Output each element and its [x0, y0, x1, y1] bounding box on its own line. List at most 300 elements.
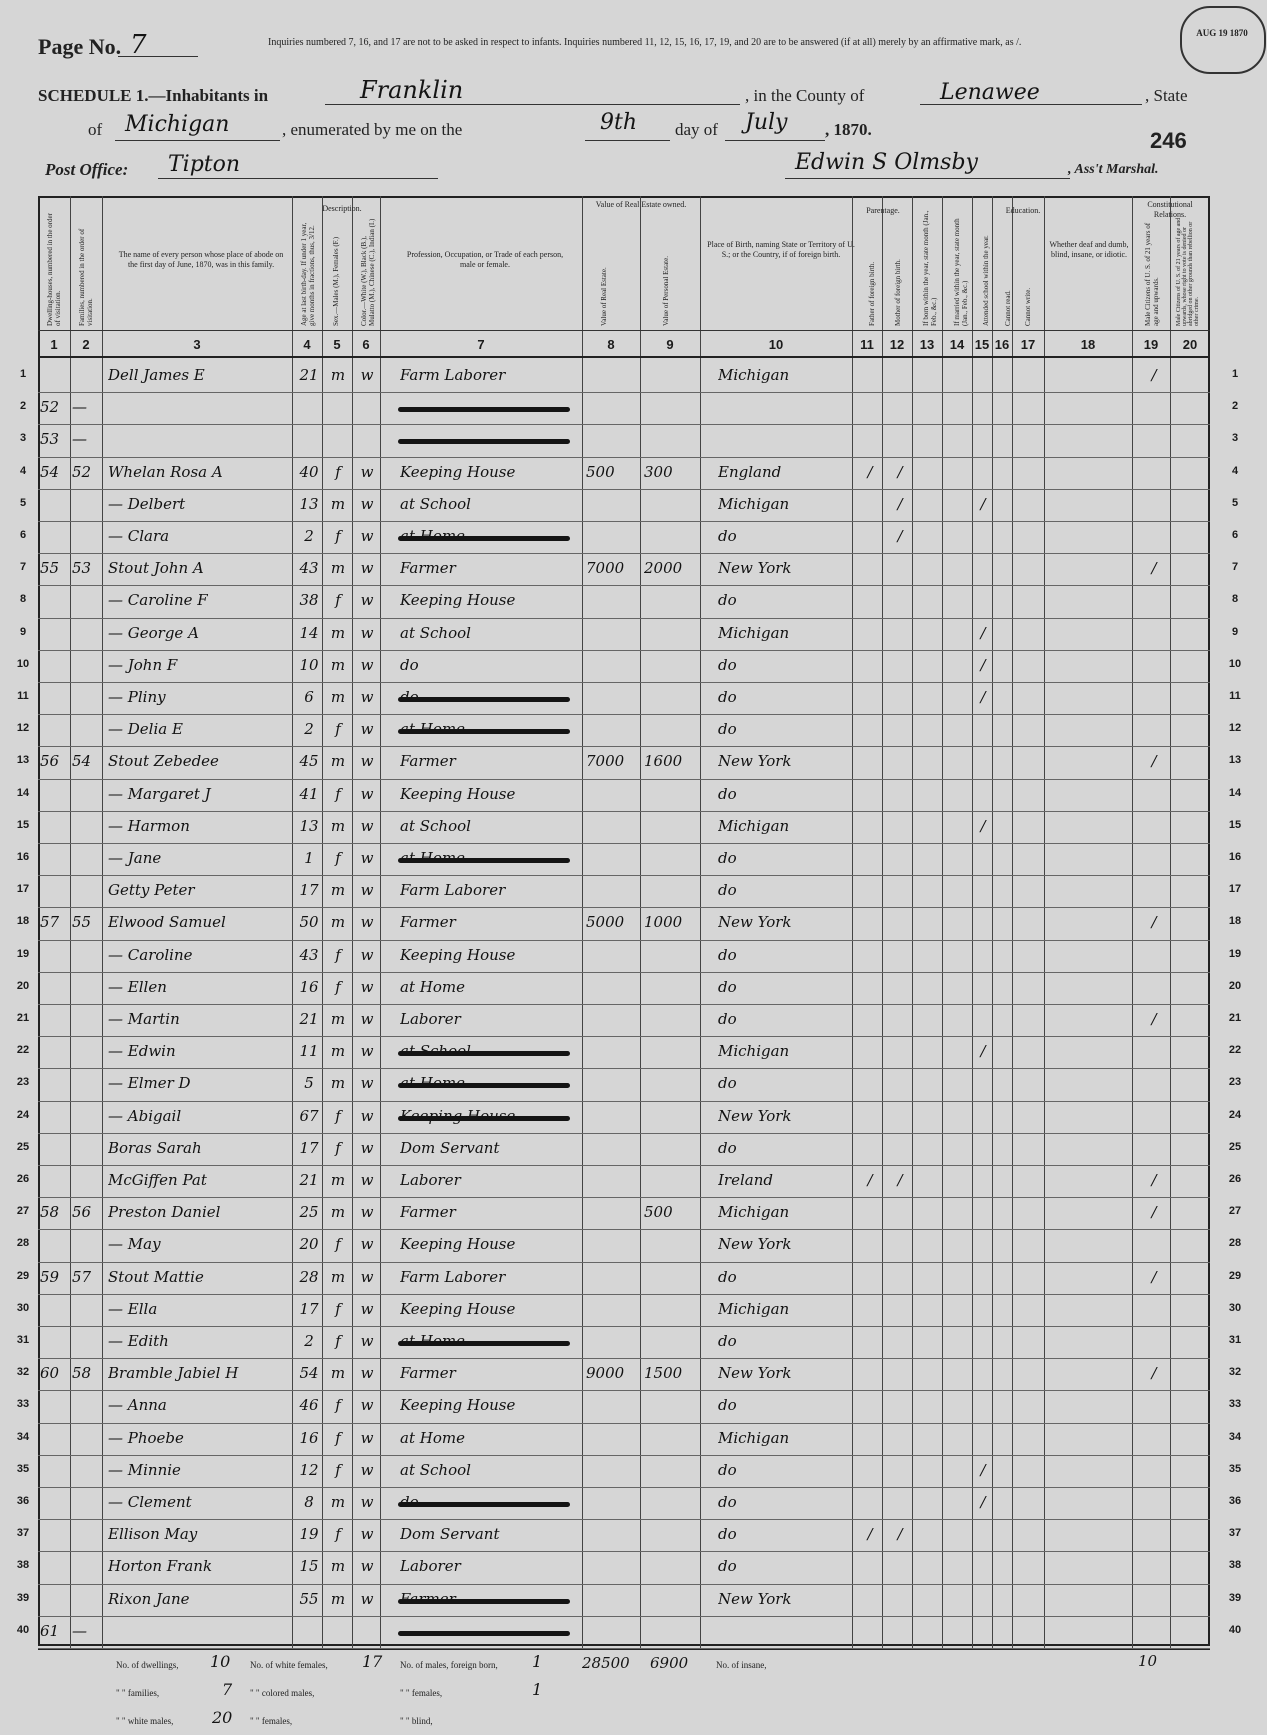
occupation-cell: Farmer [400, 1203, 456, 1222]
age-cell: 5 [304, 1074, 314, 1093]
column-number: 13 [919, 337, 935, 352]
sex-cell: m [330, 559, 346, 578]
row-number-right: 17 [1228, 883, 1242, 896]
foreign-females-label: " " females, [400, 1688, 443, 1698]
birthplace-cell: England [718, 462, 782, 481]
sex-cell: f [335, 1332, 341, 1350]
row-rule [38, 1229, 1210, 1230]
col4-header: Age at last birth-day. If under 1 year, give months in fractions, thus, 3/12. [300, 222, 316, 326]
name-cell: — Delia E [108, 720, 183, 739]
color-cell: w [360, 1428, 374, 1447]
name-cell: Dell James E [108, 366, 205, 384]
family-cell: 57 [72, 1267, 92, 1286]
personal-estate-cell: 500 [644, 1203, 673, 1222]
citizen-cell: / [1151, 1267, 1157, 1286]
name-cell: — Abigail [108, 1106, 182, 1125]
birthplace-cell: do [718, 784, 737, 803]
page-no-label: Page No. [38, 34, 122, 59]
schedule-label: SCHEDULE 1.—Inhabitants in [38, 86, 269, 105]
color-cell: w [360, 655, 374, 674]
birthplace-cell: Michigan [718, 494, 790, 513]
row-rule [38, 1262, 1210, 1263]
color-cell: w [360, 1332, 374, 1350]
strike-through-mark [398, 1502, 570, 1507]
column-rule [852, 196, 853, 1648]
occupation-cell: at School [400, 1460, 471, 1479]
name-cell: Boras Sarah [108, 1138, 202, 1157]
row-number-right: 15 [1228, 818, 1242, 831]
row-number-right: 8 [1231, 593, 1239, 606]
birthplace-cell: Michigan [718, 1042, 790, 1061]
age-cell: 2 [304, 527, 314, 545]
row-rule [38, 457, 1210, 458]
occupation-cell: at School [400, 494, 471, 513]
strike-through-mark [398, 1083, 570, 1088]
strike-through-mark [398, 697, 570, 702]
color-cell: w [360, 752, 374, 771]
column-number: 19 [1143, 337, 1159, 352]
school-cell: / [980, 1493, 986, 1511]
white-females-total: 17 [362, 1652, 383, 1671]
row-number-left: 25 [16, 1140, 30, 1153]
marshal-underline [785, 178, 1070, 179]
post-office-name: Tipton [168, 152, 241, 177]
strike-through-mark [398, 1116, 570, 1121]
occupation-cell: Farm Laborer [400, 881, 506, 900]
color-cell: w [360, 1106, 374, 1125]
name-cell: — George A [108, 623, 199, 642]
age-cell: 10 [299, 655, 319, 674]
dwelling-cell: 52 [40, 398, 60, 417]
occupation-cell: at Home [400, 977, 465, 996]
birthplace-cell: do [718, 1010, 737, 1028]
col12-header: Mother of foreign birth. [894, 259, 902, 326]
sex-cell: f [335, 945, 341, 964]
dwelling-cell: 58 [40, 1203, 60, 1222]
row-rule [38, 1036, 1210, 1037]
color-cell: w [360, 1074, 374, 1093]
name-cell: Stout Mattie [108, 1267, 204, 1286]
marshal-signature: Edwin S Olmsby [795, 150, 978, 175]
name-cell: — Clara [108, 527, 170, 545]
row-rule [38, 1648, 1210, 1649]
row-rule [38, 779, 1210, 780]
personal-estate-cell: 2000 [644, 559, 683, 578]
marshal-label: , Ass't Marshal. [1068, 162, 1159, 177]
real-estate-cell: 7000 [586, 559, 625, 578]
header-bottom-rule [38, 330, 1210, 331]
age-cell: 46 [299, 1396, 319, 1415]
row-number-right: 24 [1228, 1108, 1242, 1121]
birthplace-cell: New York [718, 752, 792, 771]
row-number-left: 16 [16, 851, 30, 863]
state-underline [115, 140, 280, 141]
row-number-right: 29 [1228, 1269, 1242, 1282]
row-number-left: 37 [16, 1527, 30, 1540]
row-rule [38, 1423, 1210, 1424]
row-rule [38, 746, 1210, 747]
citizen-cell: / [1151, 366, 1157, 384]
birthplace-cell: do [718, 1138, 737, 1157]
row-rule [38, 585, 1210, 586]
row-number-right: 3 [1231, 432, 1239, 445]
name-cell: Getty Peter [108, 881, 195, 900]
blind-label: " " blind, [400, 1716, 433, 1726]
birthplace-cell: do [718, 849, 737, 867]
occupation-cell: Farm Laborer [400, 1267, 506, 1286]
row-number-left: 19 [16, 947, 30, 960]
birthplace-cell: New York [718, 1589, 792, 1608]
sex-cell: m [330, 913, 346, 932]
dwelling-cell: 53 [40, 430, 60, 449]
occupation-cell: Keeping House [400, 1299, 516, 1318]
occupation-cell: Farm Laborer [400, 366, 506, 384]
enumeration-year: , 1870. [825, 120, 872, 139]
father-foreign-cell: / [867, 1171, 873, 1189]
occupation-cell: Keeping House [400, 1396, 516, 1415]
sex-cell: m [330, 494, 346, 513]
strike-through-mark [398, 1631, 570, 1636]
page-no-underline [118, 56, 198, 57]
township-name: Franklin [360, 76, 464, 104]
row-number-left: 28 [16, 1237, 30, 1250]
column-rule [640, 196, 641, 1648]
row-number-left: 31 [16, 1334, 30, 1346]
foreign-males-label: No. of males, foreign born, [400, 1660, 498, 1670]
color-cell: w [360, 1299, 374, 1318]
row-rule [38, 1358, 1210, 1359]
row-rule [38, 940, 1210, 941]
birthplace-cell: Michigan [718, 1428, 790, 1447]
age-cell: 55 [299, 1589, 319, 1608]
occupation-cell: Farmer [400, 913, 456, 932]
row-rule [38, 875, 1210, 876]
column-number: 17 [1020, 337, 1036, 352]
of-label: of [88, 120, 103, 139]
sex-cell: m [330, 1042, 346, 1061]
family-cell: — [72, 1621, 87, 1640]
c19-total: 10 [1138, 1652, 1158, 1670]
col16-header: Cannot read. [1004, 290, 1012, 326]
strike-through-mark [398, 858, 570, 863]
row-number-right: 27 [1228, 1205, 1242, 1218]
real-estate-cell: 9000 [586, 1364, 625, 1383]
state-name: Michigan [125, 112, 230, 137]
sex-cell: f [335, 462, 341, 481]
real-estate-cell: 5000 [586, 913, 625, 932]
birthplace-cell: do [718, 1332, 737, 1350]
col13-header: If born within the year, state month (Jan., Feb., &c.) [922, 210, 938, 326]
father-foreign-cell: / [867, 462, 873, 481]
name-cell: — Martin [108, 1010, 180, 1028]
sex-cell: m [330, 623, 346, 642]
age-cell: 38 [299, 591, 319, 610]
row-number-right: 20 [1228, 979, 1242, 992]
dwelling-cell: 60 [40, 1364, 60, 1383]
personal-estate-cell: 1500 [644, 1364, 683, 1383]
foreign-males-total: 1 [532, 1652, 543, 1671]
sex-cell: m [330, 816, 346, 835]
sex-cell: m [330, 1203, 346, 1222]
occupation-cell: Keeping House [400, 784, 516, 803]
birthplace-cell: do [718, 1460, 737, 1479]
occupation-cell: Farmer [400, 752, 456, 771]
month-underline [725, 140, 825, 141]
birthplace-cell: Ireland [718, 1171, 773, 1189]
page-number: 7 [130, 30, 147, 60]
col18-header: Whether deaf and dumb, blind, insane, or idiotic. [1049, 240, 1129, 259]
row-rule [38, 682, 1210, 683]
row-number-right: 5 [1231, 496, 1239, 509]
column-rule [992, 196, 993, 1648]
mother-foreign-cell: / [897, 527, 903, 545]
name-cell: — Delbert [108, 494, 186, 513]
name-cell: — Clement [108, 1493, 192, 1511]
row-rule [38, 1326, 1210, 1327]
sex-cell: f [335, 1460, 341, 1479]
row-number-right: 35 [1228, 1462, 1242, 1475]
age-cell: 25 [299, 1203, 319, 1222]
occupation-cell: Dom Servant [400, 1138, 500, 1157]
name-cell: — Minnie [108, 1460, 181, 1479]
row-rule [38, 489, 1210, 490]
families-label: " " families, [116, 1688, 160, 1698]
color-cell: w [360, 1525, 374, 1544]
row-rule [38, 424, 1210, 425]
col10-header: Place of Birth, naming State or Territory of U. S.; or the Country, if of foreign birth. [707, 240, 855, 259]
color-cell: w [360, 1235, 374, 1254]
row-number-right: 26 [1228, 1173, 1242, 1185]
colored-males-label: " " colored males, [250, 1688, 315, 1698]
row-number-left: 23 [16, 1076, 30, 1089]
col20-header: Male Citizens of U. S. of 21 years of age and upwards, whose right to vote is denied or abridged on other grounds than rebellion or other crime. [1176, 217, 1200, 326]
color-cell: w [360, 720, 374, 739]
age-cell: 16 [299, 1428, 319, 1447]
parentage-header: Parentage. [866, 206, 900, 215]
row-number-right: 23 [1228, 1076, 1242, 1089]
mother-foreign-cell: / [897, 1525, 903, 1544]
column-number: 6 [362, 337, 370, 352]
school-cell: / [980, 494, 986, 513]
sex-cell: m [330, 1267, 346, 1286]
row-number-left: 20 [16, 979, 30, 992]
name-cell: — Anna [108, 1396, 167, 1415]
row-number-left: 30 [16, 1301, 30, 1314]
real-estate-cell: 7000 [586, 752, 625, 771]
col6-header: Color.—White (W.), Black (B.), Mulatto (M.), Chinese (C.), Indian (I.) [360, 218, 376, 326]
row-number-left: 11 [17, 690, 29, 702]
age-cell: 21 [299, 1171, 319, 1189]
name-cell: — Phoebe [108, 1428, 184, 1447]
column-rule [1044, 196, 1045, 1648]
occupation-cell: Laborer [400, 1557, 461, 1576]
name-cell: Horton Frank [108, 1557, 213, 1576]
row-number-right: 37 [1228, 1527, 1242, 1540]
row-number-left: 32 [16, 1366, 30, 1379]
age-cell: 8 [304, 1493, 314, 1511]
row-number-right: 38 [1228, 1559, 1242, 1572]
school-cell: / [980, 1042, 986, 1061]
column-number: 4 [303, 337, 311, 352]
dwellings-label: No. of dwellings, [116, 1660, 179, 1670]
color-cell: w [360, 816, 374, 835]
birthplace-cell: do [718, 945, 737, 964]
row-rule [38, 1519, 1210, 1520]
row-rule [38, 1390, 1210, 1391]
birthplace-cell: do [718, 1267, 737, 1286]
row-number-left: 40 [16, 1623, 30, 1636]
row-number-left: 39 [16, 1591, 30, 1604]
column-rule [1170, 196, 1171, 1648]
col19-header: Male Citizens of U. S. of 21 years of age and upwards. [1144, 222, 1160, 326]
row-rule [38, 1551, 1210, 1552]
occupation-cell: do [400, 655, 419, 674]
color-cell: w [360, 559, 374, 578]
column-number: 9 [666, 337, 674, 352]
row-rule [38, 521, 1210, 522]
row-number-left: 35 [16, 1462, 30, 1475]
citizen-cell: / [1151, 1364, 1157, 1383]
family-cell: 58 [72, 1364, 92, 1383]
row-number-right: 36 [1228, 1495, 1242, 1507]
column-number: 14 [949, 337, 965, 352]
age-cell: 40 [299, 462, 319, 481]
birthplace-cell: Michigan [718, 816, 790, 835]
column-rule [1012, 196, 1013, 1648]
birthplace-cell: New York [718, 559, 792, 578]
sex-cell: f [335, 1235, 341, 1254]
column-number: 15 [974, 337, 990, 352]
column-number: 2 [82, 337, 90, 352]
age-cell: 2 [304, 720, 314, 739]
color-cell: w [360, 1460, 374, 1479]
row-rule [38, 907, 1210, 908]
row-number-right: 33 [1228, 1398, 1242, 1411]
age-cell: 14 [299, 623, 319, 642]
sex-cell: f [335, 720, 341, 739]
row-rule [38, 843, 1210, 844]
name-cell: — Harmon [108, 816, 190, 835]
color-cell: w [360, 849, 374, 867]
dwelling-cell: 54 [40, 462, 60, 481]
foreign-females-total: 1 [532, 1680, 543, 1699]
row-number-right: 39 [1228, 1591, 1242, 1604]
color-cell: w [360, 1267, 374, 1286]
color-cell: w [360, 945, 374, 964]
column-rule [322, 196, 323, 1648]
column-rule [700, 196, 701, 1648]
enumerated-label: , enumerated by me on the [282, 120, 463, 139]
white-males-total: 20 [212, 1708, 233, 1727]
colored-females-label: " " females, [250, 1716, 293, 1726]
name-cell: — Caroline [108, 945, 193, 964]
sex-cell: m [330, 1010, 346, 1028]
occupation-cell: at School [400, 816, 471, 835]
color-cell: w [360, 913, 374, 932]
color-cell: w [360, 1010, 374, 1028]
sex-cell: f [335, 1299, 341, 1318]
row-rule [38, 1487, 1210, 1488]
age-cell: 1 [304, 849, 314, 867]
birthplace-cell: do [718, 655, 737, 674]
column-rule [882, 196, 883, 1648]
occupation-cell: Keeping House [400, 591, 516, 610]
row-number-right: 22 [1228, 1044, 1242, 1057]
name-cell: Rixon Jane [108, 1589, 190, 1608]
family-cell: — [72, 398, 87, 417]
column-number: 1 [50, 337, 58, 352]
citizen-cell: / [1151, 752, 1157, 771]
row-rule [38, 1133, 1210, 1134]
column-number: 20 [1182, 337, 1198, 352]
column-rule [972, 196, 973, 1648]
family-cell: 53 [72, 559, 92, 578]
birthplace-cell: New York [718, 1106, 792, 1125]
color-cell: w [360, 688, 374, 706]
col17-header: Cannot write. [1024, 287, 1032, 326]
age-cell: 28 [299, 1267, 319, 1286]
color-cell: w [360, 527, 374, 545]
birthplace-cell: New York [718, 1235, 792, 1254]
row-number-left: 27 [16, 1205, 30, 1218]
personal-estate-cell: 300 [644, 462, 673, 481]
citizen-cell: / [1151, 1203, 1157, 1222]
row-number-left: 6 [19, 529, 27, 541]
birthplace-cell: New York [718, 1364, 792, 1383]
name-cell: — Ellen [108, 977, 167, 996]
row-number-left: 36 [16, 1495, 30, 1507]
row-number-right: 2 [1231, 400, 1239, 413]
row-number-right: 13 [1228, 754, 1242, 767]
sex-cell: m [330, 655, 346, 674]
row-rule [38, 1294, 1210, 1295]
sex-cell: f [335, 1396, 341, 1415]
sex-cell: m [330, 881, 346, 900]
real-estate-total: 28500 [582, 1654, 630, 1672]
birthplace-cell: Michigan [718, 366, 790, 384]
color-cell: w [360, 1042, 374, 1061]
description-header: Description. [322, 204, 362, 213]
color-cell: w [360, 591, 374, 610]
row-number-right: 19 [1228, 947, 1242, 960]
row-number-right: 16 [1228, 851, 1242, 863]
birthplace-cell: do [718, 1557, 737, 1576]
column-number: 11 [860, 337, 874, 352]
birthplace-cell: Michigan [718, 623, 790, 642]
row-number-left: 1 [19, 368, 27, 380]
row-number-left: 26 [16, 1173, 30, 1185]
age-cell: 21 [299, 1010, 319, 1028]
column-number: 10 [768, 337, 784, 352]
row-number-right: 25 [1228, 1140, 1242, 1153]
citizen-cell: / [1151, 913, 1157, 932]
col1-header: Dwelling-houses, numbered in the order of visitation. [46, 213, 62, 326]
column-rule [582, 196, 583, 1648]
name-cell: — John F [108, 655, 178, 674]
age-cell: 12 [299, 1460, 319, 1479]
color-cell: w [360, 623, 374, 642]
age-cell: 19 [299, 1525, 319, 1544]
row-number-left: 24 [16, 1108, 30, 1121]
name-cell: Stout John A [108, 559, 204, 578]
name-cell: Whelan Rosa A [108, 462, 223, 481]
row-number-left: 38 [16, 1559, 30, 1572]
column-number: 12 [889, 337, 905, 352]
sex-cell: m [330, 366, 346, 384]
column-rule [102, 196, 103, 1648]
row-rule [38, 1068, 1210, 1069]
col5-header: Sex.—Males (M.), Females (F.) [332, 236, 340, 326]
